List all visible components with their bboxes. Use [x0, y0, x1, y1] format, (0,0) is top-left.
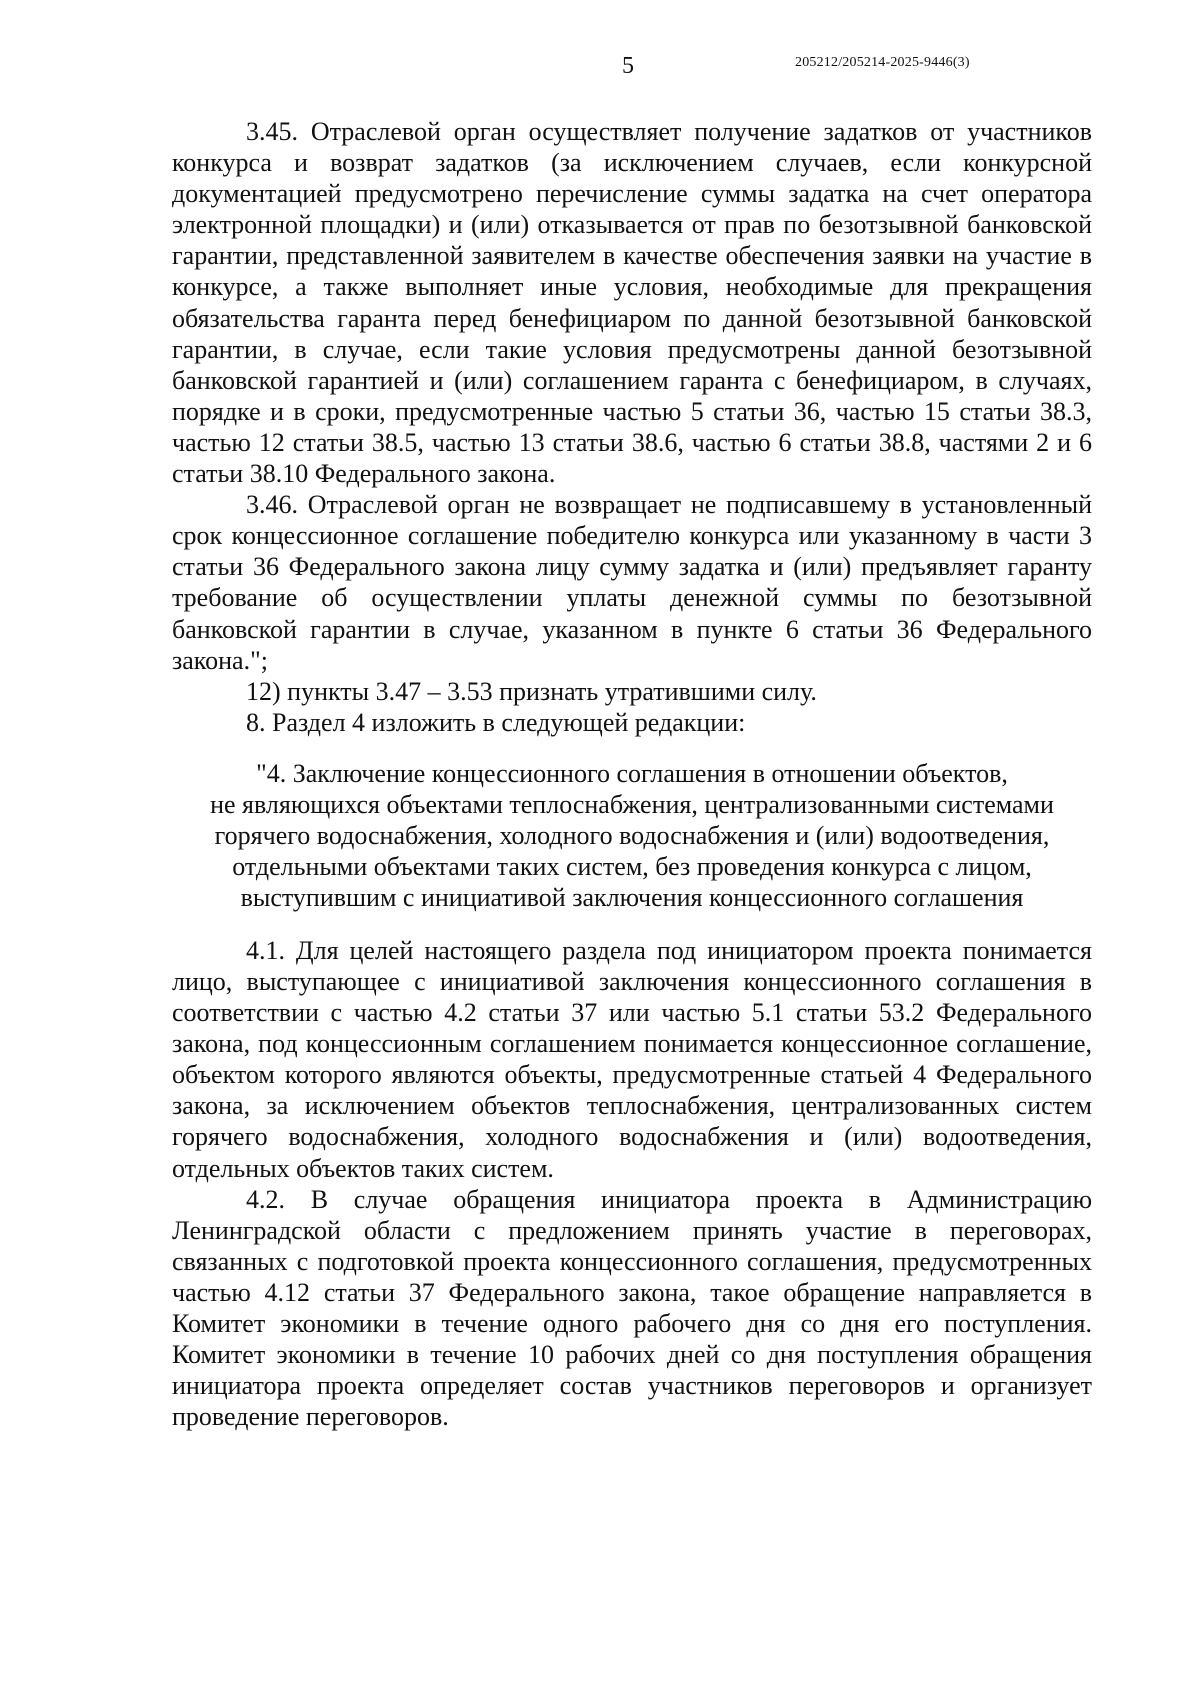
paragraph-4-1: 4.1. Для целей настоящего раздела под инициатором проекта понимается лицо, выступающее с инициативой заключения концессионного соглашения в соответствии с частью 4.2 статьи 37 или частью 5.1 статьи 53.2 Федерального закона, под концессионным соглашением понимается концессионное соглашение, объектом которого являются объекты, предусмотренные статьей 4 Федерального закона, за исключением объектов теплоснабжения, централизованных систем горячего водоснабжения, холодного водоснабжения и (или) водоотведения, отдельных объектов таких систем.: [172, 935, 1092, 1183]
section-heading-line: "4. Заключение концессионного соглашения в отношении объектов,: [256, 758, 1008, 788]
section-4-heading: [172, 758, 1092, 913]
document-code: 205212/205214-2025-9446(3): [795, 55, 970, 70]
section-heading-line: отдельными объектами таких систем, без проведения конкурса с лицом,: [232, 851, 1032, 881]
paragraph-item-8: 8. Раздел 4 изложить в следующей редакции:: [246, 707, 746, 737]
paragraph-item-12: 12) пункты 3.47 – 3.53 признать утратившими силу.: [246, 676, 817, 706]
section-heading-line: не являющихся объектами теплоснабжения, централизованными системами: [210, 789, 1054, 819]
paragraph-3-46: 3.46. Отраслевой орган не возвращает не подписавшему в установленный срок концессионное соглашение победителю конкурса или указанному в части 3 статьи 36 Федерального закона лицу сумму задатка и (или) предъявляет гаранту требование об осуществлении уплаты денежной суммы по безотзывной банковской гарантии в случае, указанном в пункте 6 статьи 36 Федерального закона.";: [172, 490, 1092, 675]
page-number: 5: [622, 53, 634, 79]
paragraph-4-2: 4.2. В случае обращения инициатора проекта в Администрацию Ленинградской области с предложением принять участие в переговорах, связанных с подготовкой проекта концессионного соглашения, предусмотренных частью 4.12 статьи 37 Федерального закона, такое обращение направляется в Комитет экономики в течение одного рабочего дня со дня его поступления. Комитет экономики в течение 10 рабочих дней со дня поступления обращения инициатора проекта определяет состав участников переговоров и организует проведение переговоров.: [172, 1184, 1092, 1432]
document-body: [172, 116, 1092, 1432]
section-heading-line: выступившим с инициативой заключения концессионного соглашения: [240, 882, 1024, 912]
section-heading-line: горячего водоснабжения, холодного водоснабжения и (или) водоотведения,: [214, 820, 1050, 850]
paragraph-3-45: 3.45. Отраслевой орган осуществляет получение задатков от участников конкурса и возврат задатков (за исключением случаев, если конкурсной документацией предусмотрено перечисление суммы задатка на счет оператора электронной площадки) и (или) отказывается от прав по безотзывной банковской гарантии, представленной заявителем в качестве обеспечения заявки на участие в конкурсе, а также выполняет иные условия, необходимые для прекращения обязательства гаранта перед бенефициаром по данной безотзывной банковской гарантии, в случае, если такие условия предусмотрены данной безотзывной банковской гарантией и (или) соглашением гаранта с бенефициаром, в случаях, порядке и в сроки, предусмотренные частью 5 статьи 36, частью 15 статьи 38.3, частью 12 статьи 38.5, частью 13 статьи 38.6, частью 6 статьи 38.8, частями 2 и 6 статьи 38.10 Федерального закона.: [172, 117, 1092, 489]
